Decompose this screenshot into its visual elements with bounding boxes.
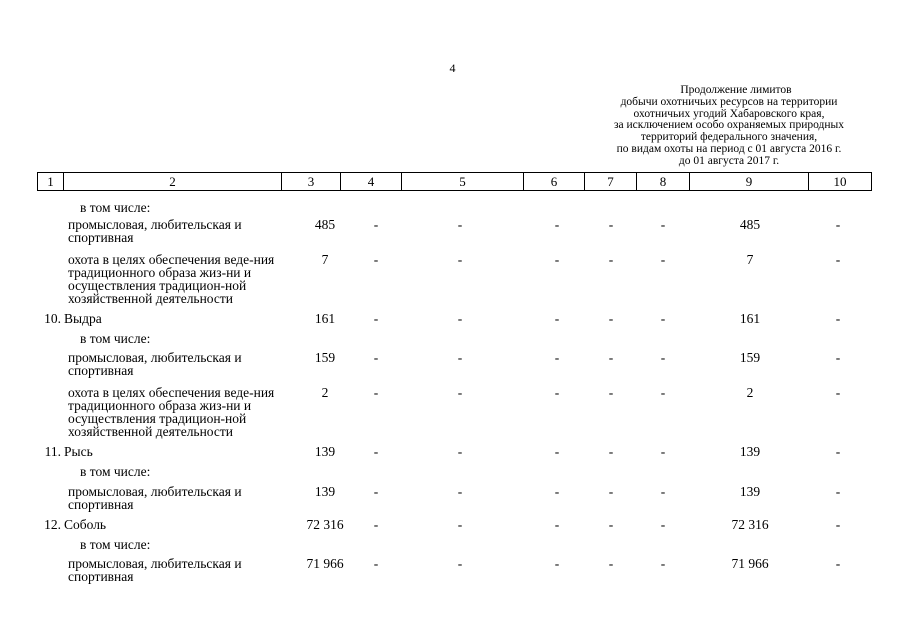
cell-c6: - bbox=[554, 252, 560, 267]
cell-c10: - bbox=[835, 444, 841, 459]
header-col-1: 1 bbox=[38, 173, 64, 191]
cell-c3: 159 bbox=[314, 350, 336, 365]
cell-c4: - bbox=[373, 252, 379, 267]
cell-c10: - bbox=[835, 311, 841, 326]
table-header bbox=[37, 172, 872, 191]
caption-line: по видам охоты на период с 01 августа 2016 г. bbox=[616, 142, 842, 155]
cell-c6: - bbox=[554, 311, 560, 326]
cell-c8: - bbox=[660, 217, 666, 232]
cell-c6: - bbox=[554, 385, 560, 400]
page-number: 4 bbox=[449, 61, 456, 75]
cell-c5: - bbox=[457, 556, 463, 571]
cell-c5: - bbox=[457, 252, 463, 267]
cell-c9: 485 bbox=[739, 217, 761, 232]
cell-c7: - bbox=[608, 217, 614, 232]
cell-c10: - bbox=[835, 252, 841, 267]
cell-c4: - bbox=[373, 217, 379, 232]
cell-c10: - bbox=[835, 517, 841, 532]
cell-c10: - bbox=[835, 556, 841, 571]
row-name: промысловая, любительская и спортивная bbox=[68, 217, 242, 245]
row-name: охота в целях обеспечения веде-ния традиционного образа жиз-ни и осуществления традицион-ной хозяйственной деятельности bbox=[68, 252, 275, 306]
cell-c8: - bbox=[660, 311, 666, 326]
row-number: 11. bbox=[44, 444, 61, 459]
row-name: промысловая, любительская и спортивная bbox=[68, 556, 242, 584]
row-name: Рысь bbox=[64, 444, 93, 459]
cell-c6: - bbox=[554, 350, 560, 365]
cell-c3: 485 bbox=[314, 217, 336, 232]
cell-c6: - bbox=[554, 517, 560, 532]
cell-c10: - bbox=[835, 217, 841, 232]
cell-c9: 72 316 bbox=[731, 517, 769, 532]
cell-c4: - bbox=[373, 350, 379, 365]
header-col-6: 6 bbox=[524, 173, 585, 191]
cell-c8: - bbox=[660, 517, 666, 532]
row-number: 10. bbox=[44, 311, 61, 326]
header-col-7: 7 bbox=[585, 173, 637, 191]
cell-c9: 159 bbox=[739, 350, 761, 365]
header-col-8: 8 bbox=[637, 173, 690, 191]
cell-c8: - bbox=[660, 350, 666, 365]
header-col-5: 5 bbox=[402, 173, 524, 191]
cell-c3: 161 bbox=[314, 311, 336, 326]
cell-c5: - bbox=[457, 217, 463, 232]
cell-c7: - bbox=[608, 311, 614, 326]
cell-c9: 139 bbox=[739, 444, 761, 459]
cell-c7: - bbox=[608, 444, 614, 459]
cell-c8: - bbox=[660, 444, 666, 459]
cell-c8: - bbox=[660, 252, 666, 267]
cell-c3: 2 bbox=[321, 385, 329, 400]
row-name: охота в целях обеспечения веде-ния традиционного образа жиз-ни и осуществления традицион-ной хозяйственной деятельности bbox=[68, 385, 275, 439]
row-name: промысловая, любительская и спортивная bbox=[68, 484, 242, 512]
row-name: в том числе: bbox=[80, 200, 151, 215]
cell-c8: - bbox=[660, 556, 666, 571]
table-caption bbox=[594, 85, 864, 168]
cell-c7: - bbox=[608, 484, 614, 499]
cell-c9: 7 bbox=[746, 252, 754, 267]
row-name: в том числе: bbox=[80, 537, 151, 552]
cell-c6: - bbox=[554, 217, 560, 232]
cell-c9: 161 bbox=[739, 311, 761, 326]
cell-c4: - bbox=[373, 484, 379, 499]
cell-c4: - bbox=[373, 556, 379, 571]
row-name: Соболь bbox=[64, 517, 107, 532]
cell-c6: - bbox=[554, 556, 560, 571]
cell-c6: - bbox=[554, 444, 560, 459]
row-name: в том числе: bbox=[80, 331, 151, 346]
caption-line: до 01 августа 2017 г. bbox=[678, 154, 780, 167]
caption-line: охотничьих угодий Хабаровского края, bbox=[633, 107, 825, 120]
cell-c6: - bbox=[554, 484, 560, 499]
cell-c7: - bbox=[608, 517, 614, 532]
cell-c3: 72 316 bbox=[306, 517, 344, 532]
caption-line: добычи охотничьих ресурсов на территории bbox=[620, 95, 838, 108]
cell-c4: - bbox=[373, 385, 379, 400]
cell-c4: - bbox=[373, 444, 379, 459]
cell-c3: 139 bbox=[314, 444, 336, 459]
cell-c9: 139 bbox=[739, 484, 761, 499]
header-col-3: 3 bbox=[282, 173, 341, 191]
row-name: в том числе: bbox=[80, 464, 151, 479]
cell-c5: - bbox=[457, 484, 463, 499]
cell-c7: - bbox=[608, 350, 614, 365]
cell-c3: 7 bbox=[321, 252, 329, 267]
cell-c9: 71 966 bbox=[731, 556, 769, 571]
cell-c5: - bbox=[457, 444, 463, 459]
row-name: промысловая, любительская и спортивная bbox=[68, 350, 242, 378]
cell-c5: - bbox=[457, 311, 463, 326]
cell-c8: - bbox=[660, 484, 666, 499]
cell-c8: - bbox=[660, 385, 666, 400]
cell-c7: - bbox=[608, 556, 614, 571]
caption-line: Продолжение лимитов bbox=[680, 84, 792, 96]
header-col-10: 10 bbox=[809, 173, 872, 191]
cell-c10: - bbox=[835, 484, 841, 499]
header-col-2: 2 bbox=[64, 173, 282, 191]
row-number: 12. bbox=[44, 517, 61, 532]
header-col-9: 9 bbox=[690, 173, 809, 191]
cell-c7: - bbox=[608, 252, 614, 267]
cell-c10: - bbox=[835, 385, 841, 400]
cell-c7: - bbox=[608, 385, 614, 400]
cell-c3: 71 966 bbox=[306, 556, 344, 571]
cell-c5: - bbox=[457, 517, 463, 532]
cell-c4: - bbox=[373, 311, 379, 326]
caption-line: территорий федерального значения, bbox=[640, 131, 818, 144]
cell-c10: - bbox=[835, 350, 841, 365]
row-name: Выдра bbox=[64, 311, 102, 326]
cell-c9: 2 bbox=[746, 385, 754, 400]
cell-c4: - bbox=[373, 517, 379, 532]
cell-c3: 139 bbox=[314, 484, 336, 499]
cell-c5: - bbox=[457, 350, 463, 365]
caption-line: за исключением особо охраняемых природных bbox=[613, 119, 845, 132]
header-col-4: 4 bbox=[341, 173, 402, 191]
cell-c5: - bbox=[457, 385, 463, 400]
